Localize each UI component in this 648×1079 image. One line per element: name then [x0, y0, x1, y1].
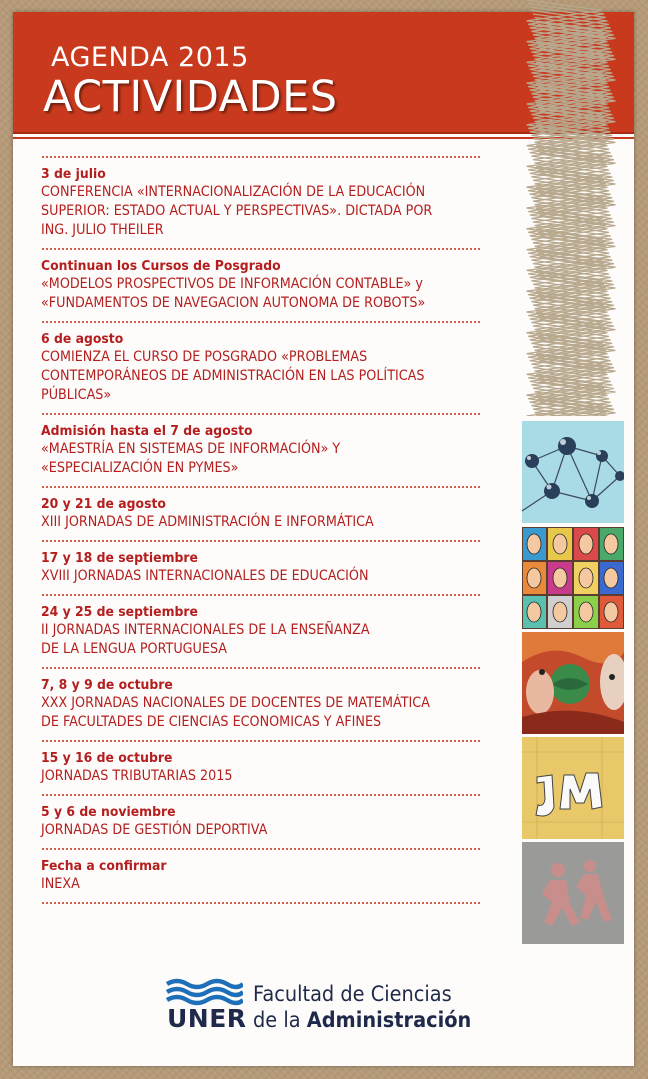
- page-title: ACTIVIDADES: [43, 72, 338, 122]
- agenda-item-title: CONFERENCIA «INTERNACIONALIZACIÓN DE LA EDUCACIÓN SUPERIOR: ESTADO ACTUAL Y PERSPECTIVAS». DICTADA POR ING. JULIO THEILER: [41, 184, 433, 238]
- agenda-item-date: 6 de agosto: [41, 331, 124, 347]
- agenda-item: [41, 488, 481, 540]
- agenda-item-title: «MODELOS PROSPECTIVOS DE INFORMACIÓN CONTABLE» y «FUNDAMENTOS DE NAVEGACION AUTONOMA DE ROBOTS»: [41, 276, 426, 311]
- zigzag-pattern: [521, 0, 624, 416]
- agenda-label: AGENDA 2015: [51, 42, 249, 73]
- agenda-item-date: 17 y 18 de septiembre: [41, 550, 198, 566]
- painted-faces-image: [522, 527, 624, 629]
- wave-icon: [165, 978, 243, 1006]
- agenda-item-title: XXX JORNADAS NACIONALES DE DOCENTES DE MATEMÁTICA DE FACULTADES DE CIENCIAS ECONOMICAS Y AFINES: [41, 695, 430, 730]
- agenda-item-date: 15 y 16 de octubre: [41, 750, 173, 766]
- agenda-item-title: XVIII JORNADAS INTERNACIONALES DE EDUCACIÓN: [41, 568, 369, 584]
- agenda-item: [41, 669, 481, 740]
- network-spheres-image: [522, 421, 624, 523]
- logo-line-2-prefix: de la: [253, 1008, 307, 1033]
- logo-line-1: Facultad de Ciencias: [253, 982, 452, 1007]
- agenda-item-date: Continuan los Cursos de Posgrado: [41, 258, 281, 274]
- sport-silhouettes-image: [522, 842, 624, 944]
- agenda-item: [41, 415, 481, 486]
- agenda-item-date: 7, 8 y 9 de octubre: [41, 677, 173, 693]
- agenda-item-date: 24 y 25 de septiembre: [41, 604, 198, 620]
- agenda-card: [13, 12, 634, 1066]
- logo-acronym: UNER: [167, 1004, 247, 1033]
- agenda-item-date: 5 y 6 de noviembre: [41, 804, 176, 820]
- agenda-item-title: COMIENZA EL CURSO DE POSGRADO «PROBLEMAS CONTEMPORÁNEOS DE ADMINISTRACIÓN EN LAS POLÍTICAS PÚBLICAS»: [41, 349, 425, 403]
- agenda-item-title: JORNADAS DE GESTIÓN DEPORTIVA: [41, 822, 268, 838]
- agenda-item: [41, 250, 481, 321]
- agenda-item-date: 20 y 21 de agosto: [41, 496, 166, 512]
- agenda-item-title: JORNADAS TRIBUTARIAS 2015: [41, 768, 233, 784]
- agenda-item: [41, 850, 481, 902]
- jm-letters-image: [522, 737, 624, 839]
- logo-line-2-bold: Administración: [306, 1008, 472, 1033]
- agenda-item: [41, 742, 481, 794]
- agenda-item-date: Fecha a confirmar: [41, 858, 167, 874]
- abstract-painting-image: [522, 632, 624, 734]
- agenda-item-date: 3 de julio: [41, 166, 106, 182]
- agenda-item-date: Admisión hasta el 7 de agosto: [41, 423, 253, 439]
- agenda-list: [41, 156, 481, 904]
- dotted-divider: [41, 902, 481, 904]
- agenda-item-title: INEXA: [41, 876, 80, 892]
- agenda-item: [41, 542, 481, 594]
- logo-line-2: [253, 1008, 471, 1033]
- uner-logo: [165, 978, 485, 1038]
- agenda-item-title: II JORNADAS INTERNACIONALES DE LA ENSEÑANZA DE LA LENGUA PORTUGUESA: [41, 622, 370, 657]
- agenda-item-title: «MAESTRÍA EN SISTEMAS DE INFORMACIÓN» Y «ESPECIALIZACIÓN EN PYMES»: [41, 441, 341, 476]
- agenda-item: [41, 158, 481, 248]
- agenda-item: [41, 796, 481, 848]
- agenda-item: [41, 596, 481, 667]
- agenda-item: [41, 323, 481, 413]
- agenda-item-title: XIII JORNADAS DE ADMINISTRACIÓN E INFORMÁTICA: [41, 514, 374, 530]
